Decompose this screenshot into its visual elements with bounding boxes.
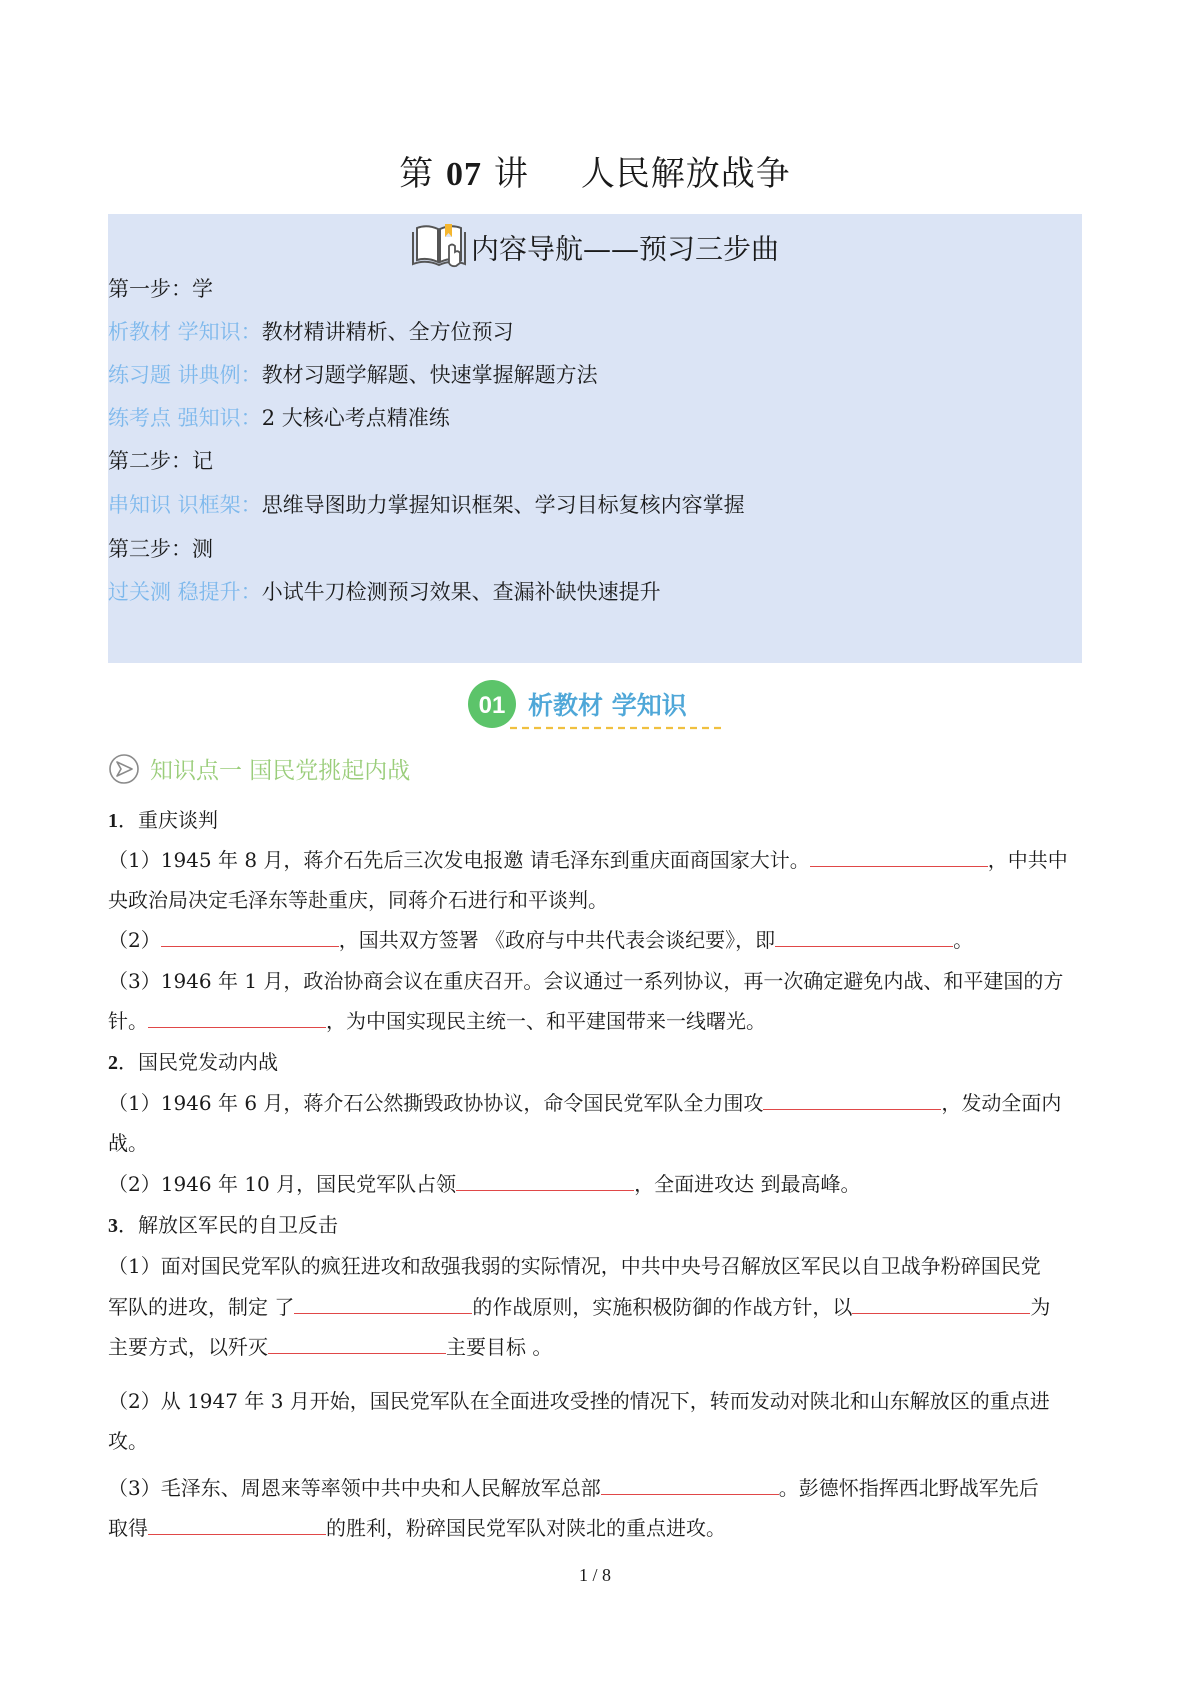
text-span: （2） — [108, 928, 161, 952]
knowledge-point-title: 知识点一 国民党挑起内战 — [150, 758, 411, 784]
nav-desc: 教材习题学解题、快速掌握解题方法 — [261, 363, 598, 387]
text-line — [108, 1007, 766, 1035]
nav-desc: 2 大核心考点精准练 — [261, 406, 450, 430]
arrow-circle-icon — [108, 753, 140, 791]
page-number: 1 / 8 — [578, 1565, 611, 1585]
text-span: （3）毛泽东、周恩来等率领中共中央和人民解放军总部 — [108, 1476, 601, 1500]
text-span: ，全面进攻达 到最高峰。 — [634, 1172, 861, 1196]
section-heading — [108, 1048, 278, 1077]
text-line — [108, 846, 1068, 874]
badge-text: 析教材 学知识 — [528, 691, 687, 720]
fill-blank[interactable] — [763, 1089, 941, 1110]
text-line — [108, 1333, 552, 1361]
fill-blank[interactable] — [148, 1514, 326, 1535]
text-span: ，发动全面内 — [941, 1091, 1062, 1115]
text-line: 央政治局决定毛泽东等赴重庆，同蒋介石进行和平谈判。 — [108, 888, 608, 912]
nav-desc: 思维导图助力掌握知识框架、学习目标复核内容掌握 — [261, 493, 745, 517]
text-span: ，中共中 — [987, 848, 1068, 872]
fill-blank[interactable] — [294, 1293, 472, 1314]
title-suffix: 讲 — [493, 154, 529, 194]
fill-blank[interactable] — [456, 1170, 634, 1191]
lesson-title — [0, 146, 1190, 195]
section-number: 2 — [108, 1052, 118, 1074]
fill-blank[interactable] — [852, 1293, 1030, 1314]
text-span: 的胜利，粉碎国民党军队对陕北的重点进攻。 — [326, 1516, 726, 1540]
section-heading — [108, 1211, 338, 1240]
nav-title-text: 内容导航——预习三步曲 — [470, 232, 779, 266]
fill-blank[interactable] — [268, 1333, 446, 1354]
text-span: 主要方式，以歼灭 — [108, 1335, 268, 1359]
badge-number: 01 — [478, 692, 506, 719]
book-icon — [411, 218, 469, 284]
content-navigation-box — [108, 214, 1082, 663]
fill-blank[interactable] — [148, 1007, 326, 1028]
text-line — [108, 1293, 1050, 1321]
title-prefix: 第 — [399, 154, 435, 194]
section-title: ．解放区军民的自卫反击 — [118, 1213, 338, 1237]
text-line — [108, 1170, 861, 1198]
text-span: 的作战原则，实施积极防御的作战方针，以 — [472, 1295, 853, 1319]
lesson-subject: 人民解放战争 — [580, 154, 791, 194]
text-line — [108, 926, 973, 954]
nav-desc: 小试牛刀检测预习效果、查漏补缺快速提升 — [261, 580, 661, 604]
text-span: （1）1945 年 8 月，蒋介石先后三次发电报邀 请毛泽东到重庆面商国家大计。 — [108, 848, 810, 872]
section-number: 1 — [108, 810, 118, 832]
text-line — [108, 1474, 1039, 1502]
text-span: 取得 — [108, 1516, 148, 1540]
lesson-number: 07 — [446, 156, 482, 193]
nav-title — [108, 218, 1082, 284]
nav-tag: 过关测 稳提升： — [108, 580, 262, 604]
nav-tag: 练习题 讲典例： — [108, 363, 262, 387]
text-line — [108, 1089, 1061, 1117]
nav-desc: 教材精讲精析、全方位预习 — [261, 320, 514, 344]
nav-row-1 — [108, 317, 514, 347]
nav-tag: 串知识 识框架： — [108, 493, 262, 517]
text-line — [108, 1514, 726, 1542]
section-number: 3 — [108, 1215, 118, 1237]
nav-row-5 — [108, 577, 661, 607]
section-heading — [108, 806, 218, 835]
nav-tag: 析教材 学知识： — [108, 320, 262, 344]
nav-tag: 练考点 强知识： — [108, 406, 262, 430]
fill-blank[interactable] — [810, 846, 988, 867]
text-span: （1）1946 年 6 月，蒋介石公然撕毁政协协议，命令国民党军队全力围攻 — [108, 1091, 764, 1115]
text-span: 。 — [953, 928, 974, 952]
text-span: 为 — [1030, 1295, 1051, 1319]
section-title: ．重庆谈判 — [118, 808, 218, 832]
section-badge — [464, 676, 734, 744]
nav-row-2 — [108, 360, 598, 390]
nav-row-4 — [108, 490, 745, 520]
text-span: （2）1946 年 10 月，国民党军队占领 — [108, 1172, 457, 1196]
fill-blank[interactable] — [161, 926, 339, 947]
text-span: 。彭德怀指挥西北野战军先后 — [778, 1476, 1039, 1500]
text-span: 针。 — [108, 1009, 148, 1033]
knowledge-point-heading — [108, 752, 410, 791]
text-line: （1）面对国民党军队的疯狂进攻和敌强我弱的实际情况，中共中央号召解放区军民以自卫战争粉碎国民党 — [108, 1254, 1041, 1278]
text-line: （2）从 1947 年 3 月开始，国民党军队在全面进攻受挫的情况下，转而发动对陕北和山东解放区的重点进 — [108, 1389, 1050, 1413]
step-1: 第一步：学 — [108, 277, 213, 301]
text-span: 军队的进攻，制定 了 — [108, 1295, 295, 1319]
fill-blank[interactable] — [775, 926, 953, 947]
text-line: 战。 — [108, 1131, 148, 1155]
text-span: ，为中国实现民主统一、和平建国带来一线曙光。 — [326, 1009, 766, 1033]
fill-blank[interactable] — [601, 1474, 779, 1495]
text-span: ，国共双方签署 《政府与中共代表会谈纪要》，即 — [338, 928, 776, 952]
step-3: 第三步：测 — [108, 537, 213, 561]
text-line: （3）1946 年 1 月，政治协商会议在重庆召开。会议通过一系列协议，再一次确定避免内战、和平建国的方 — [108, 969, 1064, 993]
nav-row-3 — [108, 403, 450, 433]
text-span: 主要目标 。 — [446, 1335, 553, 1359]
text-line: 攻。 — [108, 1429, 148, 1453]
step-2: 第二步：记 — [108, 449, 213, 473]
section-title: ．国民党发动内战 — [118, 1050, 278, 1074]
